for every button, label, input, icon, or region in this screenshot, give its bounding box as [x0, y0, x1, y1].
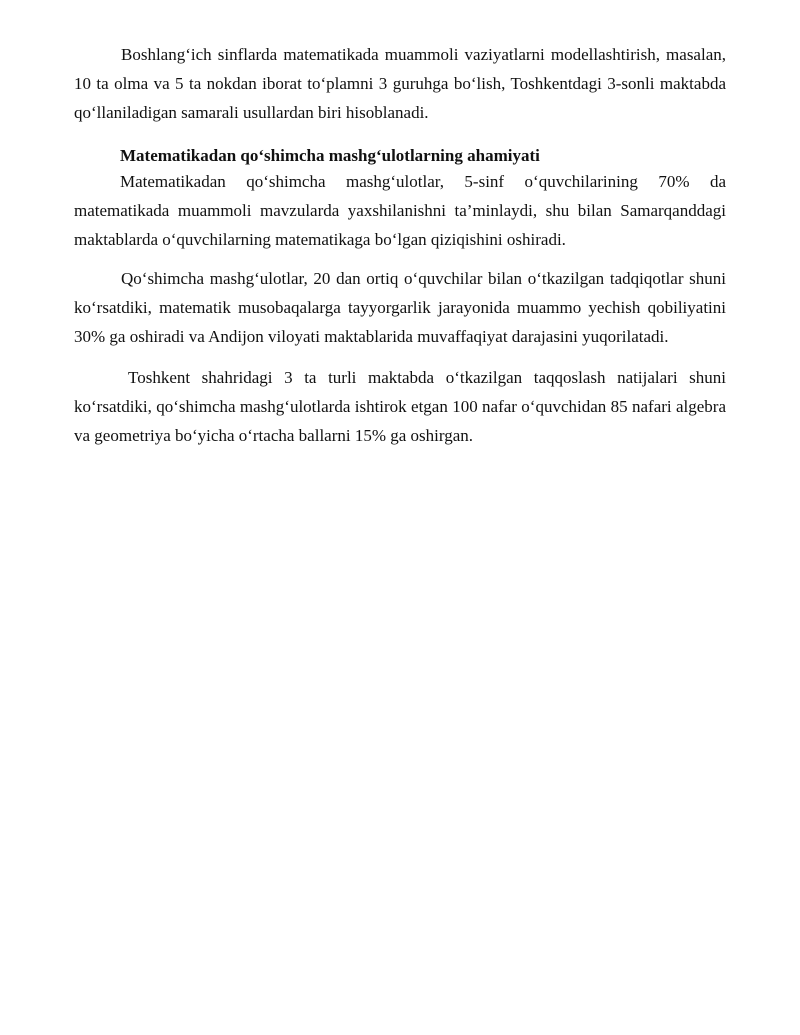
section-heading: Matematikadan qo‘shimcha mashg‘ulotlarning ahamiyati	[120, 146, 540, 165]
intro-paragraph: Boshlang‘ich sinflarda matematikada muammoli vaziyatlarni modellashtirish, masalan, 10 ta olma va 5 ta nokdan iborat to‘plamni 3 guruhga bo‘lish, Toshkentdagi 3-sonli maktabda qo‘llaniladigan samarali usullardan biri hisoblanadi.	[74, 45, 726, 122]
spacer	[74, 254, 726, 264]
section-paragraph: Toshkent shahridagi 3 ta turli maktabda o‘tkazilgan taqqoslash natijalari shuni ko‘rsatdiki, qo‘shimcha mashg‘ulotlarda ishtirok etgan 100 nafar o‘quvchidan 85 nafari algebra va geometriya bo‘yicha o‘rtacha ballarni 15% ga oshirgan.	[74, 368, 726, 445]
section-paragraph: Qo‘shimcha mashg‘ulotlar, 20 dan ortiq o‘quvchilar bilan o‘tkazilgan tadqiqotlar shuni ko‘rsatdiki, matematik musobaqalarga tayyorgarlik jarayonida muammo yechish qobiliyatini 30% ga oshiradi va Andijon viloyati maktablarida muvaffaqiyat darajasini yuqorilatadi.	[74, 269, 726, 346]
spacer	[74, 127, 726, 144]
section-paragraph: Matematikadan qo‘shimcha mashg‘ulotlar, 5-sinf o‘quvchilarining 70% da matematikada muammoli mavzularda yaxshilanishni ta’minlaydi, shu bilan Samarqanddagi maktablarda o‘quvchilarning matematikaga bo‘lgan qiziqishini oshiradi.	[74, 172, 726, 249]
document-page	[74, 40, 726, 450]
spacer	[74, 351, 726, 363]
